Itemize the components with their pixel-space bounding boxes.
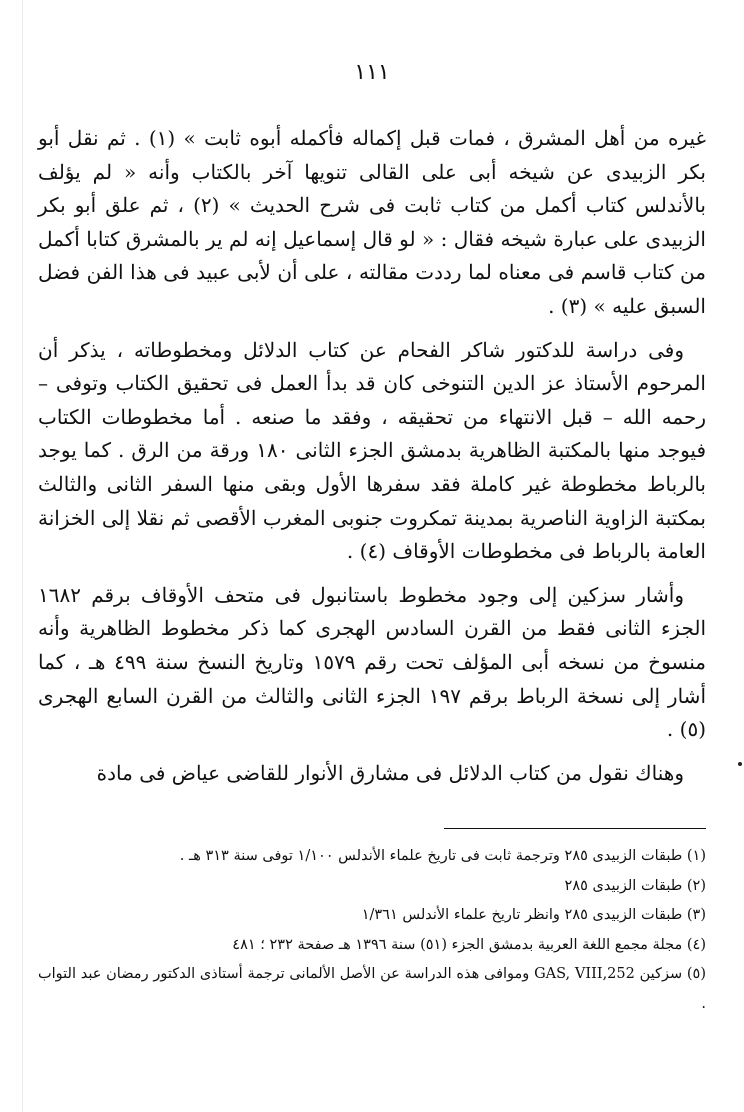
footnote-separator xyxy=(444,828,706,829)
footnote-4: (٤) مجلة مجمع اللغة العربية بدمشق الجزء (٥١) سنة ١٣٩٦ هـ صفحة ٢٣٢ ؛ ٤٨١ xyxy=(232,936,706,953)
main-text xyxy=(38,122,706,800)
footnotes xyxy=(38,842,706,1019)
footnote-1: (١) طبقات الزبيدى ٢٨٥ وترجمة ثابت فى تاريخ علماء الأندلس ١/١٠٠ توفى سنة ٣١٣ هـ . xyxy=(179,848,706,864)
footnote-5: (٥) سزكين GAS, VIII,252 وموافى هذه الدراسة عن الأصل الألمانى ترجمة أستاذى الدكتور رمضان عبد التواب . xyxy=(38,966,706,1012)
page-edge-line xyxy=(22,0,23,1112)
paragraph-3: وأشار سزكين إلى وجود مخطوط باستانبول فى متحف الأوقاف برقم ١٦٨٢ الجزء الثانى فقط من القرن السادس الهجرى كما ذكر مخطوط الظاهرية وأنه منسوخ من نسخه أبى المؤلف تحت رقم ١٥٧٩ وتاريخ النسخ سنة ٤٩٩ هـ ، كما أشار إلى نسخة الرباط برقم ١٩٧ الجزء الثانى والثالث من القرن السابع الهجرى (٥) . xyxy=(38,582,707,742)
page-number: ١١١ xyxy=(354,60,390,85)
footnote-2: (٢) طبقات الزبيدى ٢٨٥ xyxy=(564,877,706,894)
paragraph-4: وهناك نقول من كتاب الدلائل فى مشارق الأنوار للقاضى عياض فى مادة xyxy=(96,760,684,785)
margin-dot xyxy=(738,762,742,766)
paragraph-1: غيره من أهل المشرق ، فمات قبل إكماله فأكمله أبوه ثابت » (١) . ثم نقل أبو بكر الزبيدى عن شيخه أبى على القالى تنويها آخر بالكتاب وأنه « لم يؤلف بالأندلس كتاب أكمل من كتاب ثابت فى شرح الحديث » (٢) ، ثم علق أبو بكر الزبيدى على عبارة شيخه فقال : « لو قال إسماعيل إنه لم ير بالمشرق كتابا أكمل من كتاب قاسم فى معناه لما رددت مقالته ، على أن لأبى عبيد فى هذا الفن فضل السبق عليه » (٣) . xyxy=(38,126,706,318)
paragraph-2: وفى دراسة للدكتور شاكر الفحام عن كتاب الدلائل ومخطوطاته ، يذكر أن المرحوم الأستاذ عز الدين التنوخى كان قد بدأ العمل فى تحقيق الكتاب وتوفى – رحمه الله – قبل الانتهاء من تحقيقه ، وفقد ما صنعه . أما مخطوطات الكتاب فيوجد منها بالمكتبة الظاهرية بدمشق الجزء الثانى ١٨٠ ورقة من الرق . كما يوجد بالرباط مخطوطة غير كاملة فقد سفرها الأول وبقى منها السفر الثانى والثالث بمكتبة الزاوية الناصرية بمدينة تمكروت جنوبى المغرب الأقصى ثم نقلا إلى الخزانة العامة بالرباط فى مخطوطات الأوقاف (٤) . xyxy=(38,337,706,564)
footnote-3: (٣) طبقات الزبيدى ٢٨٥ وانظر تاريخ علماء الأندلس ١/٣٦١ xyxy=(361,907,706,923)
